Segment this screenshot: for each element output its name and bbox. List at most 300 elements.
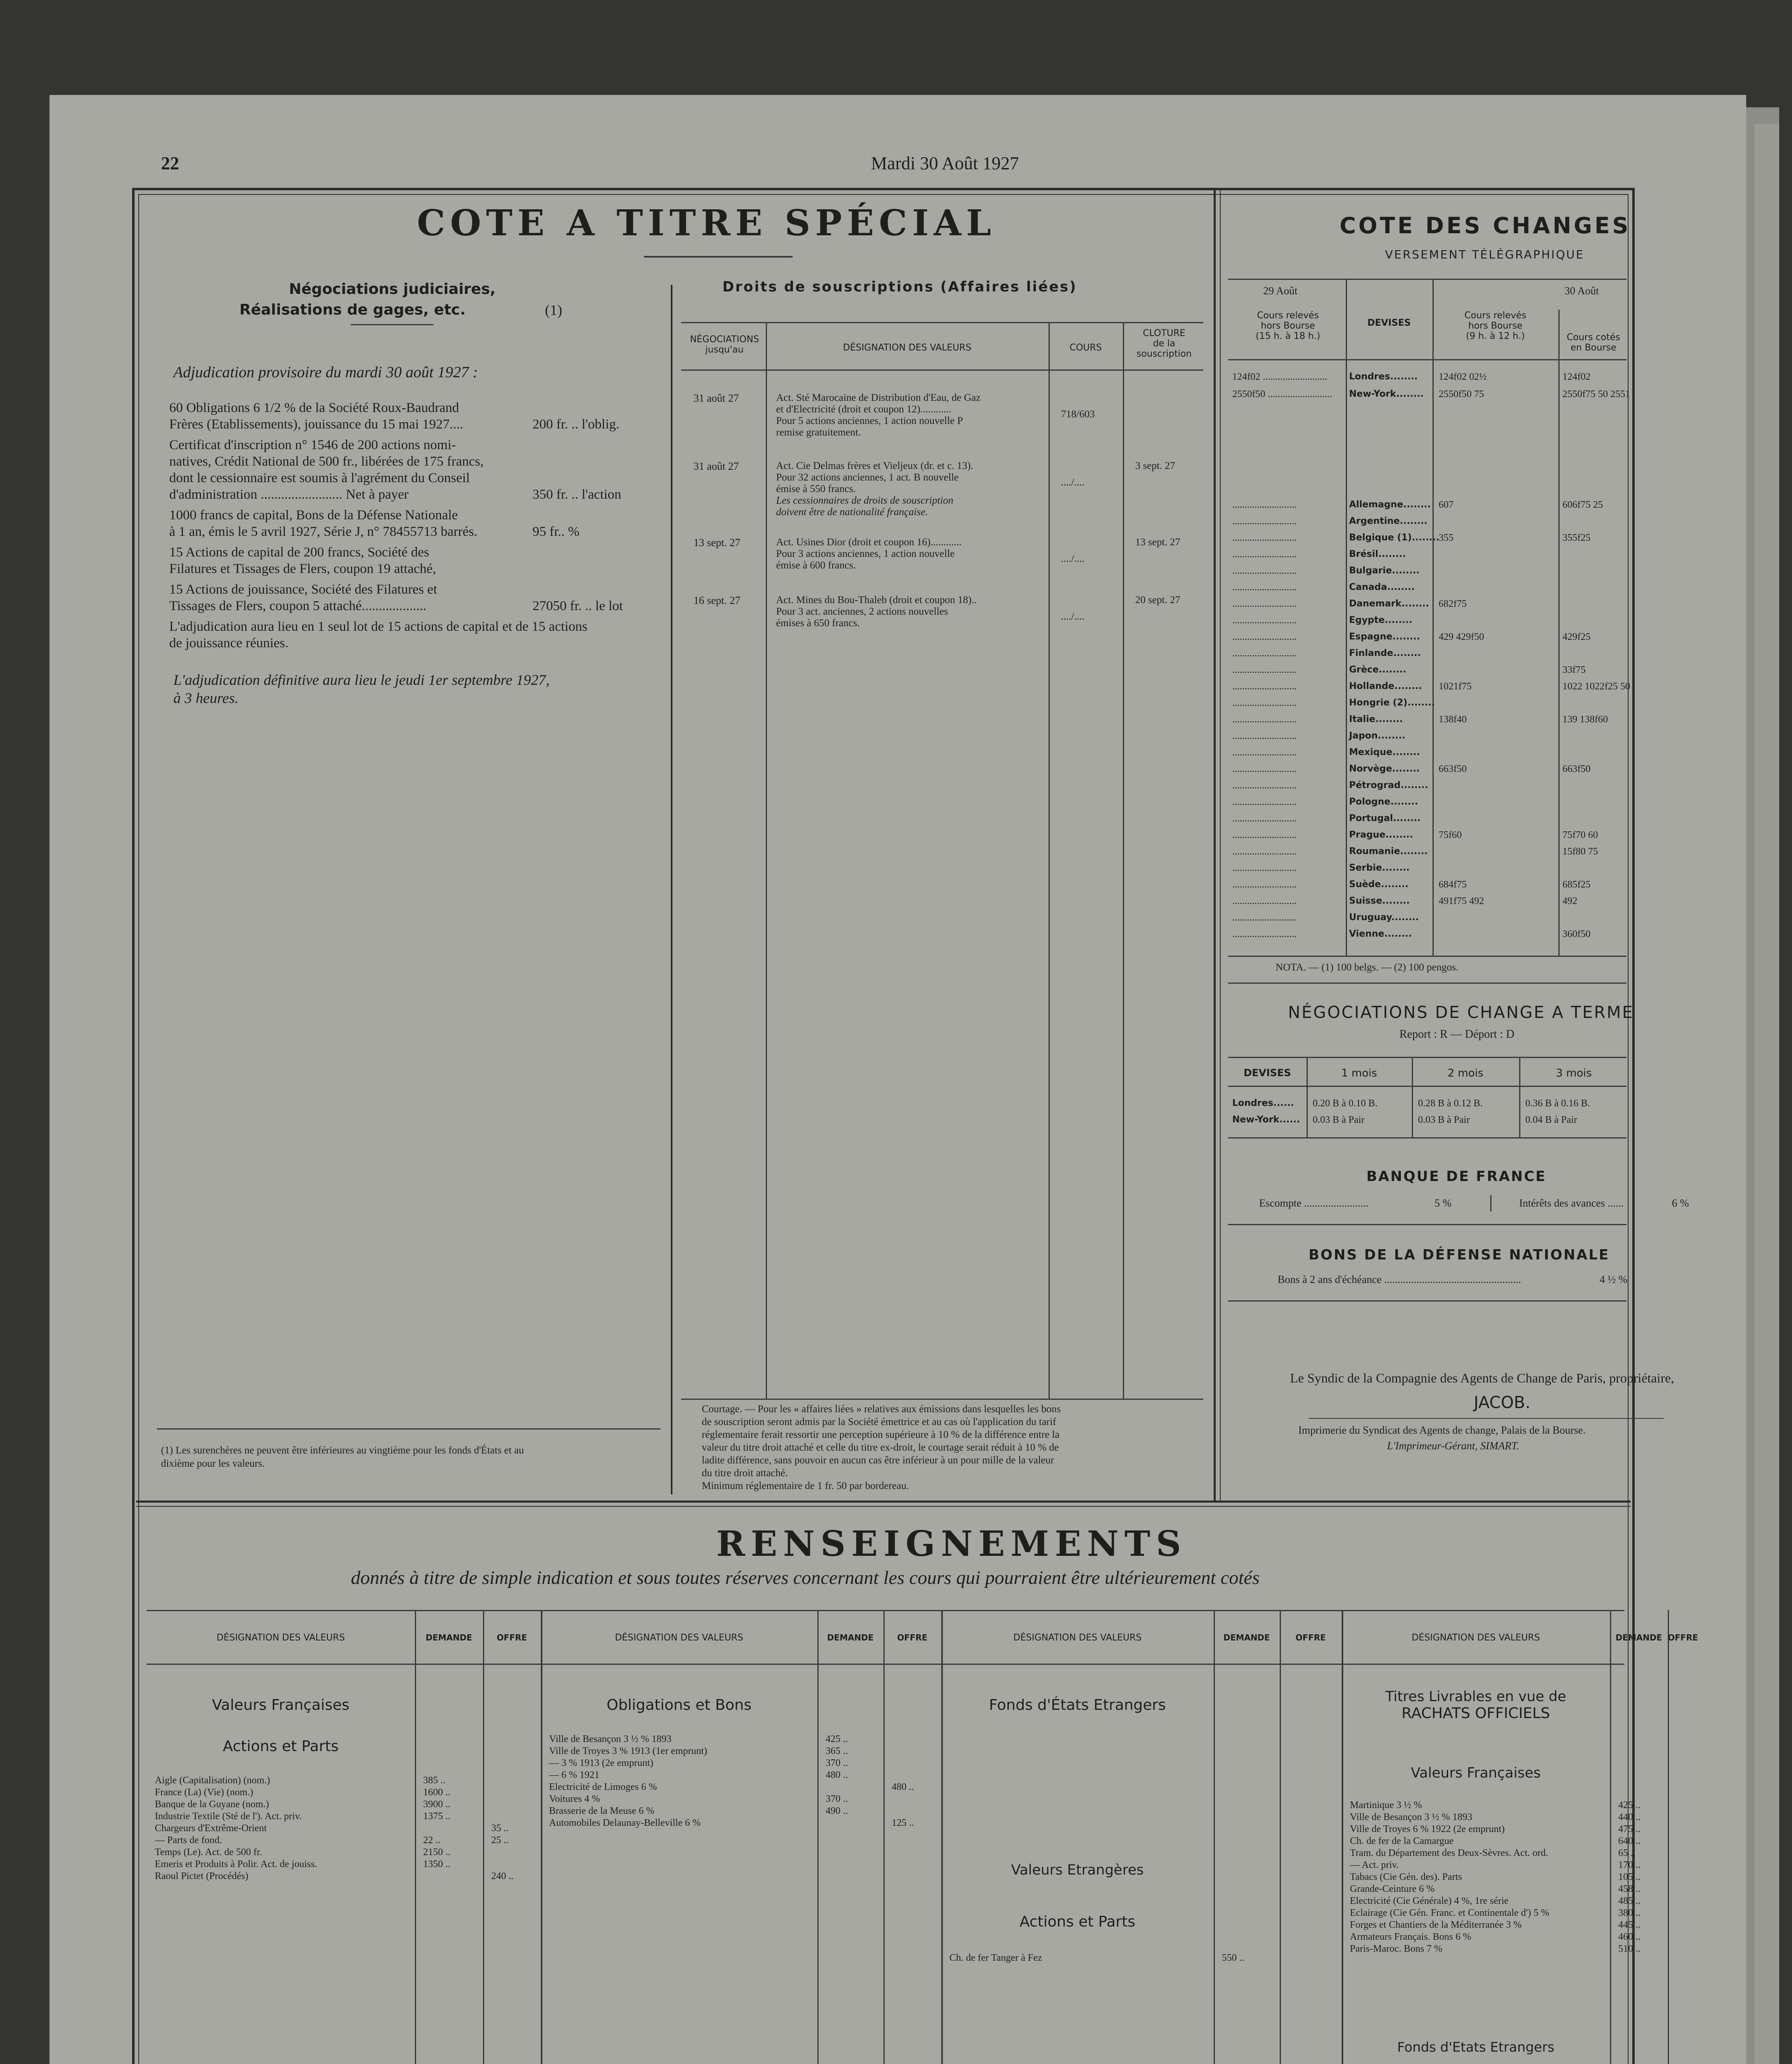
rens-col4-item-label: Forges et Chantiers de la Méditerranée 3 % [1350,1920,1522,1930]
rens-col1-item-label: Industrie Textile (Sté de l'). Act. priv. [155,1811,302,1822]
changes-left-value: .......................... [1232,599,1297,609]
changes-head-left-2: hors Bourse [1261,321,1315,331]
changes-devise: Grèce........ [1349,665,1406,675]
negociation-price: 95 fr.. % [533,524,580,539]
avances-label: Intérêts des avances ...... [1519,1197,1624,1209]
changes-devise: Uruguay........ [1349,912,1419,923]
changes-date-right: 30 Août [1565,285,1599,297]
rens-col2-item-label: Voitures 4 % [549,1794,600,1804]
terme-head-devises: DEVISES [1243,1067,1291,1079]
terme-head-1m: 1 mois [1341,1067,1377,1079]
definitive-line-2: à 3 heures. [173,690,239,706]
negociation-line: de jouissance réunies. [169,636,289,651]
changes-devise: Hollande........ [1349,681,1422,691]
rens-col1-item-demande: 22 .. [423,1835,440,1846]
rens-col1-item-demande: 1350 .. [423,1859,450,1870]
changes-left-value: .......................... [1232,863,1297,873]
droits-table-bottom [681,1399,1203,1400]
negociation-line: natives, Crédit National de 500 fr., libérées de 175 francs, [169,454,484,469]
rens-col4-item-demande: 65 .. [1618,1848,1636,1858]
rens-col2-item-demande: 370 .. [826,1758,848,1768]
footnote-rule [157,1428,660,1430]
terme-head-3m: 3 mois [1556,1067,1592,1079]
rens-col4-item-label: Martinique 3 ½ % [1350,1800,1422,1811]
rens-col-divider [1342,1610,1343,2064]
terme-1m: 0.03 B à Pair [1313,1115,1365,1125]
changes-left-value: .......................... [1232,780,1297,791]
changes-mid-value: 124f02 02½ [1439,372,1487,382]
rens-offre-rule [1280,1610,1281,2064]
negociation-line: Filatures et Tissages de Flers, coupon 19 attaché, [169,561,436,576]
page-number: 22 [161,153,179,173]
rens-col4-heading-1b: RACHATS OFFICIELS [1401,1705,1550,1722]
changes-left-value: .......................... [1232,665,1297,675]
changes-right-value: 360f50 [1562,929,1591,940]
changes-left-value: .......................... [1232,533,1297,543]
droits-cours: 718/603 [1061,409,1095,420]
changes-devise: Canada........ [1349,582,1415,592]
rens-col2-item-label: Brasserie de la Meuse 6 % [549,1806,655,1816]
rens-head-offre: OFFRE [1668,1633,1698,1643]
rens-col1-item-demande: 1600 .. [423,1787,450,1798]
droits-date: 16 sept. 27 [694,594,741,606]
rens-col-divider [541,1610,542,2064]
rens-col1-item-demande: 3900 .. [423,1799,450,1810]
changes-right-value: 355f25 [1562,533,1591,543]
changes-col-rule-1 [1346,279,1347,956]
changes-left-value: .......................... [1232,566,1297,576]
negociation-price: 27050 fr. .. le lot [533,599,623,613]
droits-head-cloture-2: de la [1153,338,1176,349]
rens-col4-item-demande: 475 .. [1618,1824,1640,1834]
rens-col1-item-label: — Parts de fond. [155,1835,222,1846]
changes-devise: Finlande........ [1349,648,1421,658]
rens-col2-heading-1: Obligations et Bons [606,1697,752,1714]
changes-devise: Vienne........ [1349,929,1412,939]
rens-table-top [147,1610,1624,1611]
rens-col4-item-label: Tram. du Département des Deux-Sèvres. Act. ord. [1350,1848,1548,1858]
changes-mid-value: 607 [1439,499,1453,510]
changes-devise: Bulgarie........ [1349,566,1420,576]
rens-col1-item-demande: 1375 .. [423,1811,450,1822]
changes-head-mid [1435,310,1556,341]
imprimerie-line: Imprimerie du Syndicat des Agents de change, Palais de la Bourse. [1298,1424,1586,1436]
droits-designation-line: Pour 32 actions anciennes, 1 act. B nouvelle [776,472,959,483]
changes-col-rule-2 [1432,279,1434,956]
droits-designation-line: Act. Mines du Bou-Thaleb (droit et coupon 18).. [776,594,977,606]
rens-col3-item-demande: 550 .. [1222,1953,1244,1963]
changes-mid-value: 682f75 [1439,599,1467,609]
courtage-line: Courtage. — Pour les « affaires liées » relatives aux émissions dans lesquelles les bons [702,1404,1061,1415]
droits-head-neg-2: jusqu'au [705,345,744,355]
changes-devise: Danemark........ [1349,599,1429,609]
bons-value: 4 ½ % [1600,1273,1628,1285]
changes-table-bottom [1228,956,1626,957]
changes-left-value: .......................... [1232,846,1297,857]
negociation-line: Tissages de Flers, coupon 5 attaché................... [169,599,426,613]
banque-rule [1228,1224,1626,1225]
droits-designation-line: Pour 3 act. anciennes, 2 actions nouvelles [776,606,948,617]
changes-head-left [1232,310,1344,341]
rens-col4-item-demande: 440 .. [1618,1812,1640,1823]
changes-devise: Belgique (1)........ [1349,533,1439,543]
changes-head-mid-3: (9 h. à 12 h.) [1466,331,1525,341]
changes-devise: Mexique........ [1349,747,1420,757]
cote-special-title: COTE A TITRE SPÉCIAL [417,202,996,244]
escompte-value: 5 % [1435,1197,1452,1209]
rens-head-demande: DEMANDE [426,1633,472,1643]
terme-table-top [1228,1057,1626,1058]
rens-col2-item-demande: 425 .. [826,1734,848,1744]
changes-devise: Prague........ [1349,830,1413,840]
droits-col-rule-1 [766,322,767,1399]
changes-mid-value: 684f75 [1439,879,1467,890]
rens-col4-item-label: Tabacs (Cie Gén. des). Parts [1350,1872,1462,1882]
negociation-price: 350 fr. .. l'action [533,487,621,502]
changes-mid-value: 491f75 492 [1439,896,1484,907]
rens-col3-item-label: Ch. de fer Tanger à Fez [949,1953,1042,1963]
rens-col2-item-demande: 370 .. [826,1794,848,1804]
changes-nota: NOTA. — (1) 100 belgs. — (2) 100 pengos. [1276,962,1459,973]
terme-col-rule-1 [1307,1057,1308,1137]
changes-devise: Argentine........ [1349,516,1427,526]
changes-devise: Portugal........ [1349,813,1421,824]
changes-left-value: .......................... [1232,582,1297,593]
droits-head-cloture-1: CLOTURE [1143,328,1186,338]
changes-head-mid-2: hors Bourse [1468,321,1523,331]
changes-right-value: 2550f75 50 2551 [1562,388,1630,400]
rens-col4-item-label: Armateurs Français. Bons 6 % [1350,1931,1471,1942]
rens-col4-heading-3: Fonds d'Etats Etrangers [1397,2039,1555,2055]
rens-col1-item-demande: 385 .. [423,1775,445,1786]
negociation-line: 15 Actions de jouissance, Société des Filatures et [169,582,437,597]
rens-col4-item-label: Grande-Ceinture 6 % [1350,1884,1435,1894]
droits-date: 13 sept. 27 [694,537,741,549]
divider-changes [1214,190,1216,1503]
rens-col4-item-demande: 105 .. [1618,1872,1640,1882]
syndic-line: Le Syndic de la Compagnie des Agents de Change de Paris, propriétaire, [1290,1370,1674,1385]
droits-designation-line: Act. Usines Dior (droit et coupon 16)............ [776,537,962,548]
negociation-line: d'administration ........................ Net à payer [169,487,409,502]
droits-cours: ..../.... [1061,477,1084,488]
rens-col2-item-demande: 480 .. [826,1770,848,1780]
changes-mid-value: 138f40 [1439,714,1467,725]
changes-devise: Suède........ [1349,879,1409,890]
droits-designation-line: Act. Sté Marocaine de Distribution d'Eau, de Gaz [776,392,981,403]
rens-col1-heading-2: Actions et Parts [223,1738,339,1755]
changes-right-value: 663f50 [1562,764,1591,774]
droits-head-neg [685,334,764,355]
droits-designation-line: Act. Cie Delmas frères et Vieljeux (dr. et c. 13). [776,460,973,471]
changes-right-value: 124f02 [1562,372,1591,382]
changes-left-value: .......................... [1232,615,1297,626]
terme-devise: Londres...... [1232,1098,1294,1108]
rens-head-demande: DEMANDE [827,1633,874,1643]
changes-head-right: Cours cotés en Bourse [1567,332,1620,353]
rens-col4-item-label: Ville de Troyes 6 % 1922 (2e emprunt) [1350,1824,1505,1834]
changes-left-value: .......................... [1232,747,1297,758]
changes-left-value: .......................... [1232,549,1297,560]
divider-renseignements [136,1501,1631,1503]
neg-title-note: (1) [545,302,562,318]
changes-left-value: .......................... [1232,764,1297,774]
changes-mid-value: 2550f50 75 [1439,388,1484,400]
rens-col4-item-label: Eclairage (Cie Gén. Franc. et Continentale d') 5 % [1350,1908,1549,1918]
bons-rule [1228,1300,1626,1302]
rens-col1-item-label: Aigle (Capitalisation) (nom.) [155,1775,270,1786]
negociation-line: 1000 francs de capital, Bons de la Défense Nationale [169,508,458,523]
rens-col2-item-label: — 3 % 1913 (2e emprunt) [549,1758,653,1768]
negociation-price: 200 fr. .. l'oblig. [533,417,620,432]
droits-date: 31 août 27 [694,392,739,404]
terme-col-rule-2 [1412,1057,1413,1137]
negociation-line: Certificat d'inscription n° 1546 de 200 actions nomi- [169,438,456,452]
changes-right-value: 492 [1562,896,1577,907]
rens-demande-rule [1610,1610,1611,2064]
rens-head-offre: OFFRE [897,1633,928,1643]
changes-left-value: .......................... [1232,681,1297,692]
changes-left-value: .......................... [1232,698,1297,708]
changes-devise: New-York........ [1349,388,1424,399]
negociation-line: Frères (Etablissements), jouissance du 15 mai 1927.... [169,417,464,432]
changes-right-value: 606f75 25 [1562,499,1603,510]
changes-left-value: .......................... [1232,797,1297,807]
rens-head-offre: OFFRE [497,1633,527,1643]
rens-col-divider [941,1610,943,2064]
changes-right-value: 15f80 75 [1562,846,1598,857]
changes-right-value: 1022 1022f25 50 [1562,681,1630,692]
rens-col2-item-offre: 480 .. [892,1782,914,1792]
courtage-line: réglementaire ferait ressortir une perception supérieure à 10 % de la différence entre la [702,1429,1060,1440]
rens-demande-rule [1214,1610,1215,2064]
rens-col1-item-label: Raoul Pictet (Procédés) [155,1871,249,1882]
negociation-line: dont le cessionnaire est soumis à l'agrément du Conseil [169,471,470,485]
droits-designation-line: émise à 600 francs. [776,560,856,571]
droits-head-cloture-3: souscription [1136,349,1192,359]
rens-head-designation: DÉSIGNATION DES VALEURS [216,1633,345,1643]
changes-left-value: .......................... [1232,879,1297,890]
rens-col1-item-offre: 35 .. [491,1823,509,1834]
changes-left-value: 124f02 .......................... [1232,372,1327,382]
escompte-label-text: Escompte [1259,1197,1302,1209]
rens-demande-rule [817,1610,819,2064]
changes-right-value: 429f25 [1562,632,1591,642]
changes-devise: Allemagne........ [1349,499,1431,510]
rens-col3-heading-3: Actions et Parts [1019,1913,1136,1930]
rens-col1-item-label: France (La) (Vie) (nom.) [155,1787,253,1798]
rens-col1-item-label: Emeris et Produits à Polir. Act. de jouiss. [155,1859,317,1870]
rens-header-rule [147,1664,1624,1665]
droits-title: Droits de souscriptions (Affaires liées) [722,279,1077,295]
title-underline [644,256,793,258]
changes-left-value: .......................... [1232,896,1297,907]
rens-col4-item-demande: 425 .. [1618,1800,1640,1811]
rens-head-demande: DEMANDE [1223,1633,1270,1643]
rens-head-offre: OFFRE [1295,1633,1326,1643]
droits-head-neg-1: NÉGOCIATIONS [690,334,759,345]
droits-designation-line: émises à 650 francs. [776,618,860,629]
adjudication-heading: Adjudication provisoire du mardi 30 août 1927 : [173,364,478,381]
changes-table-header-rule [1228,359,1626,360]
changes-col-rule-3 [1558,310,1560,956]
terme-2m: 0.28 B à 0.12 B. [1418,1098,1483,1109]
changes-left-value: .......................... [1232,813,1297,824]
rens-col4-item-demande: 640 .. [1618,1836,1640,1846]
rens-head-designation: DÉSIGNATION DES VALEURS [615,1633,743,1643]
rens-col2-item-offre: 125 .. [892,1818,914,1828]
rens-offre-rule [1668,1610,1669,2064]
changes-right-value: 33f75 [1562,665,1586,675]
rens-demande-rule [415,1610,416,2064]
courtage-line: valeur du titre droit attaché et celle du titre ex-droit, le courtage serait réduit à 10 % de [702,1442,1059,1453]
renseignements-subtitle: donnés à titre de simple indication et sous toutes réserves concernant les cours qui pourraient être ultérieurement cotés [351,1567,1260,1588]
rens-col4-heading-1: Titres Livrables en vue de [1385,1688,1567,1705]
courtage-line: Minimum réglementaire de 1 fr. 50 par bordereau. [702,1480,909,1491]
changes-devise: Italie........ [1349,714,1403,724]
rens-col4-item-demande: 170 .. [1618,1860,1640,1870]
gerant-line: L'Imprimeur-Gérant, SIMART. [1387,1440,1520,1452]
rens-col1-item-demande: 2150 .. [423,1847,450,1858]
changes-head-devises: DEVISES [1367,318,1411,328]
rens-col2-item-demande: 490 .. [826,1806,848,1816]
rens-col3-heading-1: Fonds d'États Etrangers [989,1697,1166,1714]
negociation-line: à 1 an, émis le 5 avril 1927, Série J, n° 78455713 barrés. [169,524,478,539]
rens-offre-rule [483,1610,484,2064]
rens-col1-item-label: Temps (Le). Act. de 500 fr. [155,1847,262,1858]
nota-rule [1228,982,1626,984]
bons-label-text: Bons à 2 ans d'échéance [1278,1273,1382,1285]
rens-col4-item-demande: 445 .. [1618,1920,1640,1930]
bons-title: BONS DE LA DÉFENSE NATIONALE [1309,1247,1610,1263]
terme-2m: 0.03 B à Pair [1418,1115,1470,1125]
changes-devise: Egypte........ [1349,615,1413,625]
changes-left-value: 2550f50 .......................... [1232,388,1332,400]
changes-left-value: .......................... [1232,648,1297,659]
avances-value: 6 % [1672,1197,1689,1209]
rens-head-designation: DÉSIGNATION DES VALEURS [1411,1633,1540,1643]
changes-left-value: .......................... [1232,912,1297,923]
changes-left-value: .......................... [1232,929,1297,940]
negociation-line: L'adjudication aura lieu en 1 seul lot de 15 actions de capital et de 15 actions [169,619,588,634]
changes-right-value: 685f25 [1562,879,1591,890]
syndic-rule [1309,1418,1664,1419]
bons-label: Bons à 2 ans d'échéance ................................................... [1278,1273,1521,1285]
rens-col4-item-demande: 380 .. [1618,1908,1640,1918]
changes-head-mid-1: Cours relevés [1464,310,1527,321]
neg-title-1: Négociations judiciaires, [289,281,496,298]
syndic-name: JACOB. [1474,1393,1531,1412]
negociation-line: 60 Obligations 6 1/2 % de la Société Roux-Baudrand [169,400,459,415]
banque-title: BANQUE DE FRANCE [1366,1168,1546,1185]
rens-col2-item-label: Ville de Besançon 3 ½ % 1893 [549,1734,672,1744]
terme-head-2m: 2 mois [1447,1067,1484,1079]
droits-cloture: 3 sept. 27 [1135,460,1175,471]
changes-mid-value: 429 429f50 [1439,632,1484,642]
rens-col2-item-label: Ville de Troyes 3 % 1913 (1er emprunt) [549,1746,708,1756]
droits-designation-line: Pour 3 actions anciennes, 1 action nouvelle [776,548,955,559]
droits-designation-line: et d'Electricité (droit et coupon 12)............ [776,404,952,415]
rens-col4-heading-2: Valeurs Françaises [1411,1765,1541,1781]
changes-devise: Brésil........ [1349,549,1406,559]
rens-col2-item-label: Electricité de Limoges 6 % [549,1782,657,1792]
terme-1m: 0.20 B à 0.10 B. [1313,1098,1378,1109]
divider-renseignements-thin [136,1506,1631,1507]
rens-col4-item-label: Paris-Maroc. Bons 7 % [1350,1943,1442,1954]
changes-left-value: .......................... [1232,516,1297,527]
rens-col4-item-demande: 458 .. [1618,1884,1640,1894]
changes-devise: Pologne........ [1349,797,1418,807]
rens-col2-item-demande: 365 .. [826,1746,848,1756]
avances-label-text: Intérêts des avances [1519,1197,1605,1209]
courtage-line: ladite différence, sans pouvoir en aucun cas être inférieur à un pour mille de la valeur [702,1455,1054,1466]
courtage-line: de souscription seront admis par la Société émettrice et au cas où l'application du tarif [702,1416,1056,1427]
divider-droits [671,285,672,1494]
rens-col1-item-offre: 240 .. [491,1871,514,1882]
changes-devise: Pétrograd........ [1349,780,1428,791]
rens-col2-item-label: Automobiles Delaunay-Belleville 6 % [549,1818,701,1828]
rens-col2-item-label: — 6 % 1921 [549,1770,599,1780]
terme-subtitle: Report : R — Déport : D [1399,1028,1515,1041]
changes-devise: Suisse........ [1349,896,1410,906]
rens-offre-rule [883,1610,885,2064]
terme-3m: 0.36 B à 0.16 B. [1525,1098,1590,1109]
droits-table-header-rule [681,369,1203,371]
rens-col3-heading-2: Valeurs Etrangères [1011,1862,1144,1878]
changes-devise: Hongrie (2)........ [1349,698,1435,708]
changes-date-left: 29 Août [1263,285,1298,297]
rens-col4-item-demande: 510 .. [1618,1943,1640,1954]
rens-col1-item-offre: 25 .. [491,1835,509,1846]
rens-col4-item-demande: 460 .. [1618,1931,1640,1942]
droits-designation-line: Les cessionnaires de droits de souscription [776,495,954,506]
changes-right-value: 139 138f60 [1562,714,1608,725]
changes-devise: Espagne........ [1349,632,1420,642]
terme-header-rule [1228,1086,1626,1087]
neg-title-2: Réalisations de gages, etc. [239,301,466,318]
changes-devise: Londres........ [1349,372,1418,382]
changes-mid-value: 1021f75 [1439,681,1472,692]
droits-cloture: 20 sept. 27 [1135,594,1181,606]
rens-col4-item-label: Electricité (Cie Générale) 4 %, 1re série [1350,1896,1509,1906]
droits-designation-line: doivent être de nationalité française. [776,507,928,518]
banque-separator [1490,1195,1491,1212]
droits-head-designation: DÉSIGNATION DES VALEURS [843,343,971,353]
negociation-line: 15 Actions de capital de 200 francs, Société des [169,545,429,560]
changes-table-top [1228,279,1626,280]
divider-changes-thin [1220,190,1221,1503]
droits-designation-line: remise gratuitement. [776,427,861,438]
droits-cloture: 13 sept. 27 [1135,537,1181,548]
page-header [161,153,1631,178]
changes-subtitle: VERSEMENT TÉLÉGRAPHIQUE [1385,248,1585,261]
droits-designation-line: Pour 5 actions anciennes, 1 action nouvelle P [776,415,963,426]
droits-table-top [681,322,1203,323]
terme-devise: New-York...... [1232,1115,1300,1125]
rens-col4-item-label: Ville de Besançon 3 ½ % 1893 [1350,1812,1472,1823]
definitive-line-1: L'adjudication définitive aura lieu le jeudi 1er septembre 1927, [173,672,550,688]
changes-devise: Serbie........ [1349,863,1410,873]
changes-left-value: .......................... [1232,714,1297,725]
footnote-line-1: (1) Les surenchères ne peuvent être inférieures au vingtième pour les fonds d'États et au [161,1445,524,1456]
changes-left-value: .......................... [1232,632,1297,642]
rens-col1-item-label: Chargeurs d'Extrême-Orient [155,1823,267,1834]
renseignements-title: RENSEIGNEMENTS [716,1523,1187,1564]
droits-cours: ..../.... [1061,553,1084,564]
droits-col-rule-3 [1123,322,1124,1399]
droits-col-rule-2 [1049,322,1050,1399]
changes-right-value: 75f70 60 [1562,830,1598,840]
rens-col4-item-label: Ch. de fer de la Camargue [1350,1836,1454,1846]
